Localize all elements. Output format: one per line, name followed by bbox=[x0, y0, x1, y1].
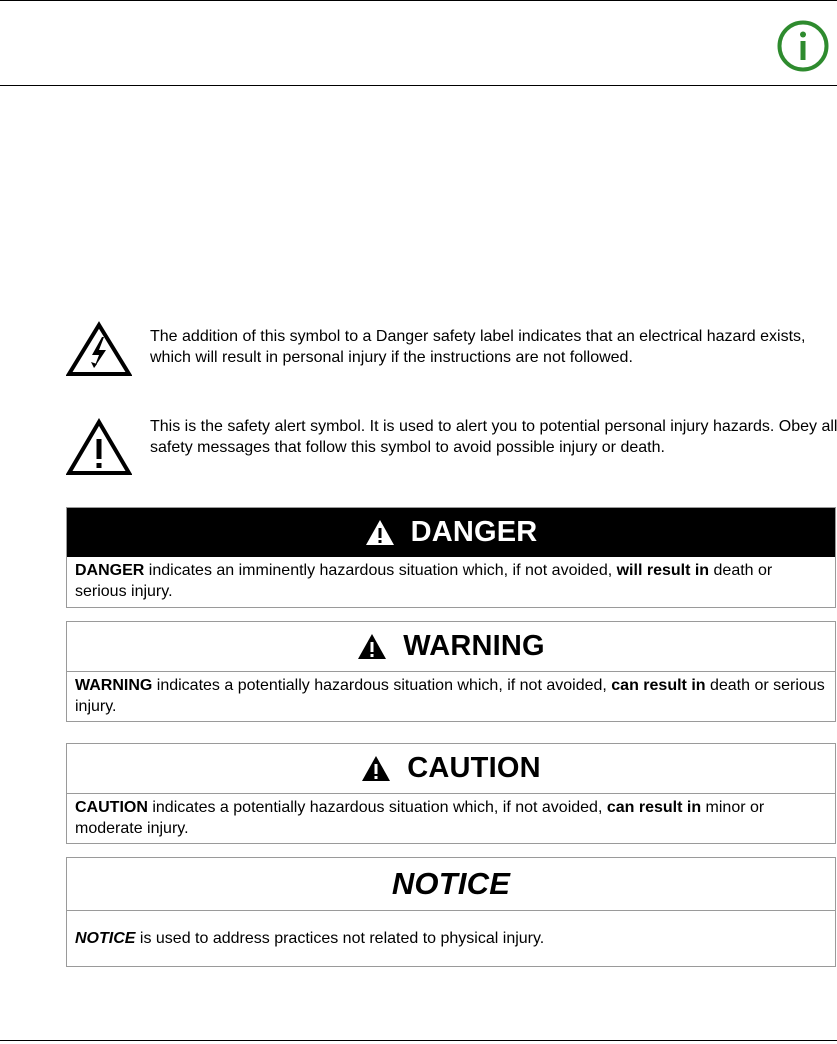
electrical-hazard-icon bbox=[66, 321, 132, 377]
electrical-hazard-row bbox=[66, 321, 836, 381]
notice-header bbox=[67, 858, 835, 911]
warning-body bbox=[67, 672, 835, 722]
danger-lead: DANGER bbox=[75, 562, 145, 579]
danger-tail: death or serious injury. bbox=[75, 562, 773, 600]
danger-message bbox=[66, 507, 836, 608]
notice-tail: is used to address practices not related to physical injury. bbox=[135, 930, 545, 947]
safety-alert-description: This is the safety alert symbol. It is used to alert you to potential personal injury hazards. Obey all safety messages that follow this symbol to avoid possible injury or death. bbox=[150, 418, 837, 456]
electrical-hazard-description: The addition of this symbol to a Danger safety label indicates that an electrical hazard exists, which will result in personal injury if the instructions are not followed. bbox=[150, 328, 806, 366]
caution-emphasis: can result in bbox=[606, 799, 702, 816]
safety-alert-row bbox=[66, 416, 836, 480]
info-icon bbox=[777, 20, 829, 72]
warning-triangle-icon bbox=[357, 633, 387, 660]
safety-alert-icon bbox=[66, 416, 132, 476]
caution-lead: CAUTION bbox=[75, 799, 148, 816]
caution-body bbox=[67, 794, 835, 844]
warning-lead: WARNING bbox=[75, 677, 153, 694]
warning-middle: indicates a potentially hazardous situation which, if not avoided, bbox=[152, 677, 612, 694]
danger-body bbox=[67, 557, 835, 607]
danger-emphasis: will result in bbox=[616, 562, 710, 579]
notice-lead: NOTICE bbox=[75, 930, 136, 947]
danger-middle: indicates an imminently hazardous situation which, if not avoided, bbox=[144, 562, 617, 579]
warning-title: WARNING bbox=[403, 630, 545, 662]
warning-triangle-icon bbox=[365, 519, 395, 546]
caution-title: CAUTION bbox=[407, 752, 541, 784]
page-header bbox=[0, 0, 837, 86]
caution-message bbox=[66, 743, 836, 844]
warning-header bbox=[67, 622, 835, 672]
warning-triangle-icon bbox=[361, 755, 391, 782]
caution-tail: minor or moderate injury. bbox=[75, 799, 765, 837]
danger-header bbox=[67, 508, 835, 557]
warning-emphasis: can result in bbox=[611, 677, 706, 694]
notice-message bbox=[66, 857, 836, 967]
warning-message bbox=[66, 621, 836, 722]
notice-title: NOTICE bbox=[391, 866, 511, 901]
caution-header bbox=[67, 744, 835, 794]
notice-body bbox=[67, 911, 835, 954]
danger-title: DANGER bbox=[410, 516, 538, 548]
warning-tail: death or serious injury. bbox=[75, 677, 825, 715]
footer-rule bbox=[0, 1040, 837, 1041]
caution-middle: indicates a potentially hazardous situation which, if not avoided, bbox=[147, 799, 607, 816]
